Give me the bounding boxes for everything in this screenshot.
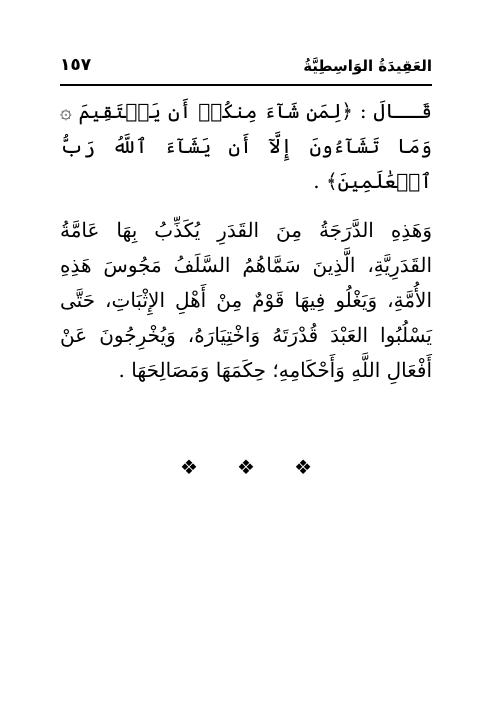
quran-verse: ﴿لِمَن شَآءَ مِنكُمۡ أَن يَسۡتَقِيمَ ۞ وَمَا تَشَآءُونَ إِلَّآ أَن يَشَآءَ ٱللَّهُ رَبُّ ٱلۡعَٰلَمِينَ﴾ (60, 99, 432, 193)
quote-end: . (313, 169, 320, 193)
quote-paragraph (60, 94, 432, 199)
page-header (60, 52, 432, 82)
ornament-diamond-icon: ❖ (237, 455, 255, 479)
section-ornaments (60, 452, 432, 482)
body-text (60, 94, 432, 388)
ornament-diamond-icon: ❖ (294, 455, 312, 479)
header-rule (60, 84, 432, 86)
quote-intro: قَــالَ : (359, 99, 433, 123)
ornament-diamond-icon: ❖ (180, 455, 198, 479)
running-title: العَقِيدَةُ الوَاسِطِيَّةُ (303, 57, 432, 75)
page-number: ١٥٧ (60, 55, 92, 75)
main-paragraph: وَهَذِهِ الدَّرَجَةُ مِنَ القَدَرِ يُكَذِّبُ بِهَا عَامَّةُ القَدَرِيَّةِ، الَّذِينَ سَمَّاهُمُ السَّلَفُ مَجُوسَ هَذِهِ الأُمَّةِ، وَيَغْلُو فِيهَا قَوْمٌ مِنْ أَهْلِ الإِثْبَاتِ، حَتَّى يَسْلُبُوا العَبْدَ قُدْرَتَهُ وَاخْتِيَارَهُ، وَيُخْرِجُونَ عَنْ أَفْعَالِ اللَّهِ وَأَحْكَامِهِ؛ حِكَمَهَا وَمَصَالِحَهَا . (60, 218, 432, 382)
